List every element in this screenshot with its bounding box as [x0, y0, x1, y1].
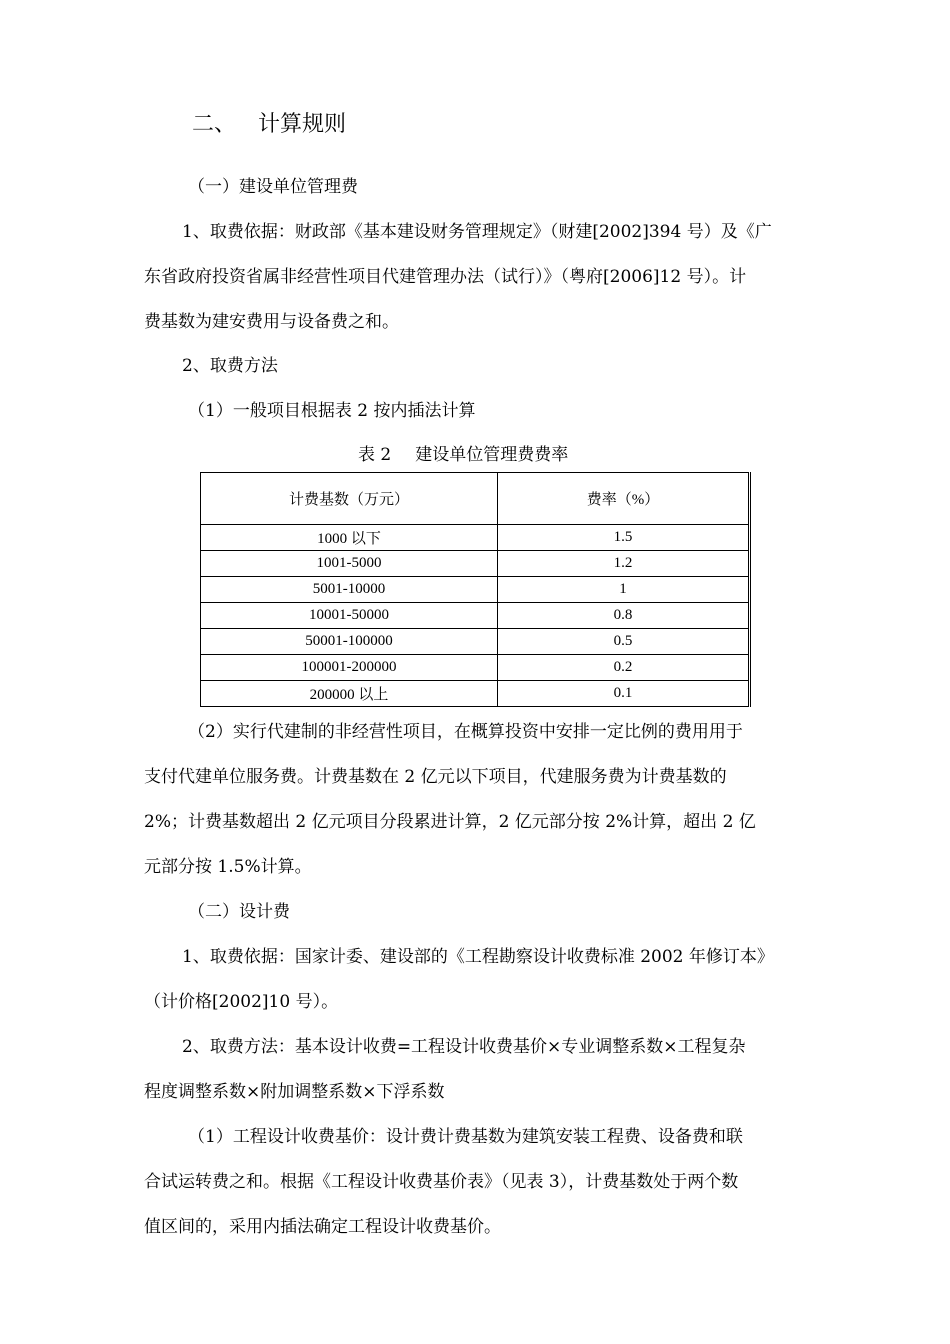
paragraph-agency-line-1: （2）实行代建制的非经营性项目，在概算投资中安排一定比例的费用用于 — [188, 722, 743, 742]
table-caption-number: 表 2 — [358, 445, 392, 465]
table-row — [201, 629, 750, 655]
table-row — [201, 603, 750, 629]
table-cell-rate: 1.5 — [498, 525, 750, 551]
paragraph-method: 2、取费方法 — [182, 356, 278, 376]
table-cell-rate: 0.2 — [498, 655, 750, 681]
table-cell-base: 5001-10000 — [201, 577, 498, 603]
paragraph-basis-line-1: 1、取费依据：财政部《基本建设财务管理规定》（财建[2002]394 号）及《广 — [182, 222, 772, 242]
paragraph-design-method-line-2: 程度调整系数×附加调整系数×下浮系数 — [144, 1082, 445, 1102]
table-header-row — [201, 473, 750, 525]
table-cell-rate: 0.8 — [498, 603, 750, 629]
section-heading — [192, 110, 346, 140]
paragraph-basis-line-3: 费基数为建安费用与设备费之和。 — [144, 312, 399, 332]
table-header-rate: 费率（%） — [498, 473, 750, 525]
table-cell-rate: 1.2 — [498, 551, 750, 577]
paragraph-agency-line-4: 元部分按 1.5%计算。 — [144, 857, 312, 877]
table-cell-base: 1000 以下 — [201, 525, 498, 551]
paragraph-basis-line-2: 东省政府投资省属非经营性项目代建管理办法（试行）》（粤府[2006]12 号）。计 — [144, 267, 747, 287]
paragraph-design-method-line-1: 2、取费方法：基本设计收费=工程设计收费基价×专业调整系数×工程复杂 — [182, 1037, 746, 1057]
table-row — [201, 655, 750, 681]
table-cell-base: 1001-5000 — [201, 551, 498, 577]
paragraph-general-projects: （1）一般项目根据表 2 按内插法计算 — [188, 401, 476, 421]
table-cell-rate: 0.1 — [498, 681, 750, 707]
paragraph-base-price-line-1: （1）工程设计收费基价：设计费计费基数为建筑安装工程费、设备费和联 — [188, 1127, 743, 1147]
table-cell-base: 200000 以上 — [201, 681, 498, 707]
fee-rate-table — [200, 472, 751, 707]
paragraph-design-basis-line-1: 1、取费依据：国家计委、建设部的《工程勘察设计收费标准 2002 年修订本》 — [182, 947, 774, 967]
paragraph-agency-line-2: 支付代建单位服务费。计费基数在 2 亿元以下项目，代建服务费为计费基数的 — [144, 767, 727, 787]
paragraph-agency-line-3: 2%；计费基数超出 2 亿元项目分段累进计算，2 亿元部分按 2%计算，超出 2 亿 — [144, 812, 756, 832]
subsection-heading-1: （一）建设单位管理费 — [188, 177, 358, 197]
table-cell-base: 10001-50000 — [201, 603, 498, 629]
paragraph-design-basis-line-2: （计价格[2002]10 号）。 — [144, 992, 339, 1012]
table-caption — [358, 443, 568, 467]
table-cell-rate: 1 — [498, 577, 750, 603]
table-cell-base: 100001-200000 — [201, 655, 498, 681]
table-caption-title: 建设单位管理费费率 — [415, 445, 569, 465]
section-number: 二、 — [192, 112, 237, 137]
table-row — [201, 551, 750, 577]
paragraph-base-price-line-2: 合试运转费之和。根据《工程设计收费基价表》（见表 3），计费基数处于两个数 — [144, 1172, 739, 1192]
table-row — [201, 577, 750, 603]
section-title: 计算规则 — [258, 112, 347, 137]
table-cell-base: 50001-100000 — [201, 629, 498, 655]
subsection-heading-2: （二）设计费 — [188, 902, 290, 922]
table-row — [201, 681, 750, 707]
table-header-base: 计费基数（万元） — [201, 473, 498, 525]
paragraph-base-price-line-3: 值区间的，采用内插法确定工程设计收费基价。 — [144, 1217, 501, 1237]
table-row — [201, 525, 750, 551]
table-cell-rate: 0.5 — [498, 629, 750, 655]
